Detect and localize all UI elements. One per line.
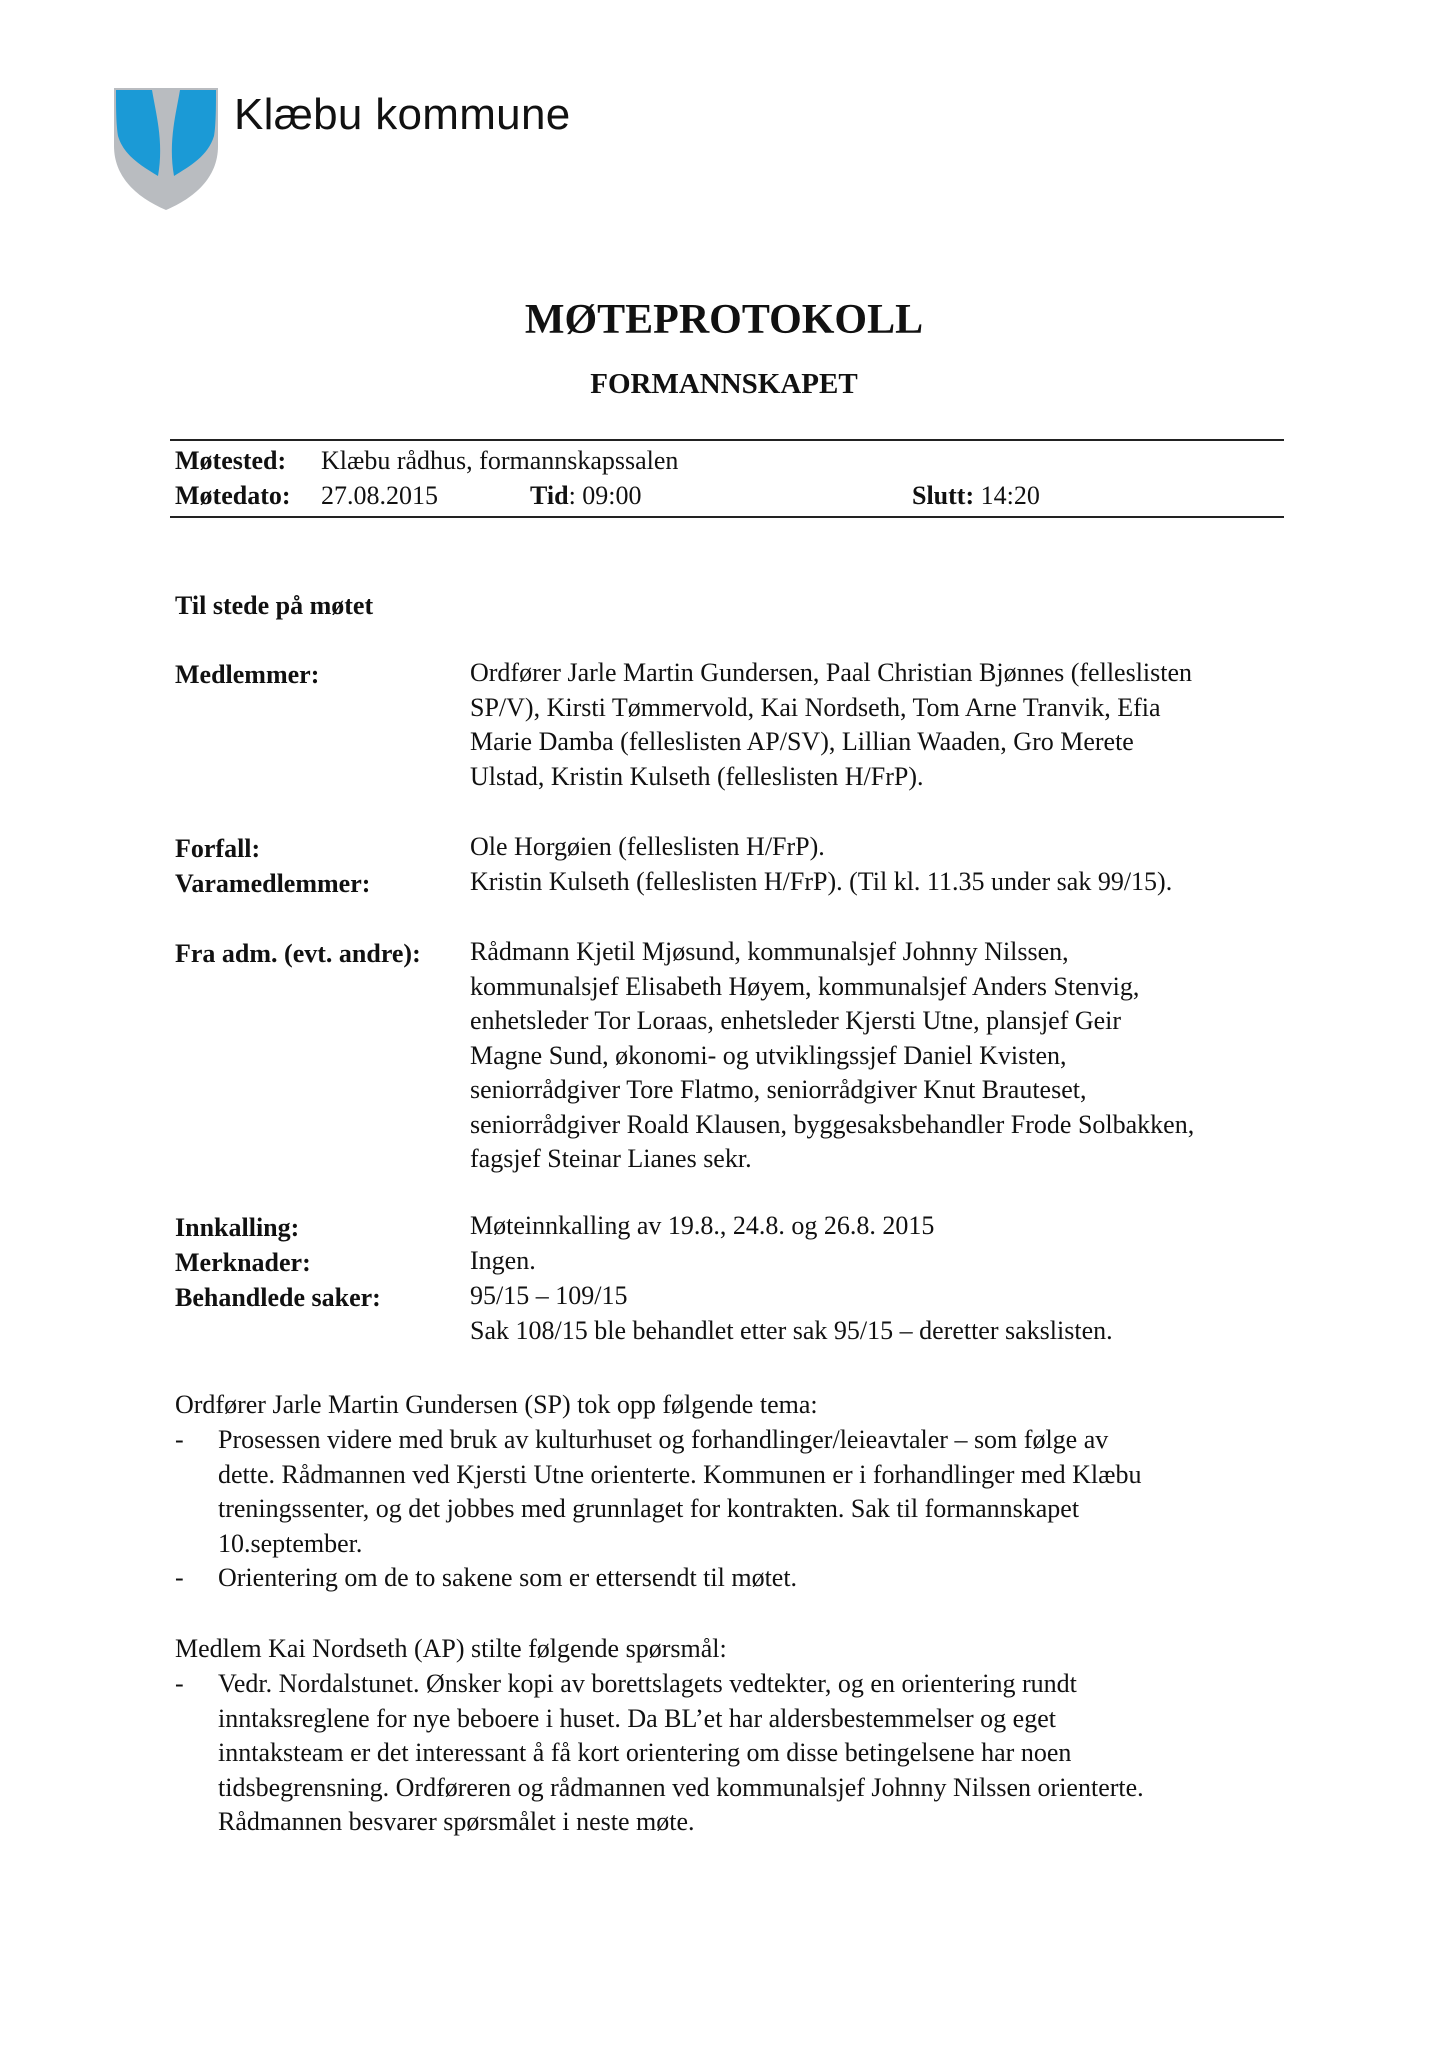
meeting-time-value: : 09:00	[568, 481, 642, 510]
meeting-end-value: 14:20	[980, 481, 1040, 510]
admin-line: Rådmann Kjetil Mjøsund, kommunalsjef Johnny Nilssen,	[470, 937, 1069, 966]
document-subtitle-text: FORMANNSKAPET	[590, 368, 858, 400]
meeting-time	[530, 481, 642, 511]
attendance-heading: Til stede på møtet	[175, 591, 374, 620]
bullet-line: tidsbegrensning. Ordføreren og rådmannen ved kommunalsjef Johnny Nilssen orienterte.	[218, 1772, 1144, 1802]
meeting-place-label: Møtested:	[175, 446, 287, 475]
absent-label: Forfall:	[175, 834, 261, 863]
meeting-place-value: Klæbu rådhus, formannskapssalen	[321, 446, 679, 475]
cases-note: Sak 108/15 ble behandlet etter sak 95/15 – deretter sakslisten.	[470, 1315, 1113, 1345]
section1-intro: Ordfører Jarle Martin Gundersen (SP) tok opp følgende tema:	[175, 1390, 818, 1419]
members-line: SP/V), Kirsti Tømmervold, Kai Nordseth, Tom Arne Tranvik, Efia	[470, 692, 1161, 722]
bullet-line: Prosessen videre med bruk av kulturhuset og forhandlinger/leieavtaler – som følge av	[218, 1425, 1109, 1454]
meeting-date-row	[175, 481, 1275, 511]
bullet-text	[218, 1423, 1141, 1561]
municipal-coat-of-arms	[112, 86, 220, 212]
admin-line: seniorrådgiver Roald Klausen, byggesaksbehandler Frode Solbakken,	[470, 1109, 1195, 1139]
bullet-line: Vedr. Nordalstunet. Ønsker kopi av borettslagets vedtekter, og en orientering rundt	[218, 1669, 1077, 1698]
admin-label: Fra adm. (evt. andre):	[175, 939, 421, 968]
bullet-text	[218, 1561, 797, 1596]
summons-label: Innkalling:	[175, 1213, 300, 1242]
members-label: Medlemmer:	[175, 660, 320, 689]
members-list	[470, 656, 1192, 794]
remarks-value: Ingen.	[470, 1246, 536, 1275]
document-title-text: MØTEPROTOKOLL	[524, 297, 924, 343]
meeting-end-label: Slutt:	[912, 481, 975, 510]
cases-label: Behandlede saker:	[175, 1283, 381, 1312]
members-line: Ordfører Jarle Martin Gundersen, Paal Christian Bjønnes (felleslisten	[470, 658, 1193, 687]
bullet-line: inntaksreglene for nye beboere i huset. Da BL’et har aldersbestemmelser og eget	[218, 1703, 1056, 1733]
admin-line: seniorrådgiver Tore Flatmo, seniorrådgiver Knut Brauteset,	[470, 1075, 1087, 1104]
members-line: Ulstad, Kristin Kulseth (felleslisten H/FrP).	[470, 761, 924, 791]
bullet-line: treningssenter, og det jobbes med grunnlaget for kontrakten. Sak til formannskapet	[218, 1494, 1080, 1523]
bullet-dash: -	[175, 1563, 184, 1592]
meeting-time-label: Tid	[530, 481, 569, 510]
bullet-line: Rådmannen besvarer spørsmålet i neste møte.	[218, 1807, 695, 1836]
document-title	[0, 296, 1448, 344]
bullet-line: inntaksteam er det interessant å få kort orientering om disse betingelsene har noen	[218, 1738, 1072, 1767]
top-divider	[170, 439, 1284, 441]
meeting-end	[912, 481, 1040, 511]
bullet-line: 10.september.	[218, 1528, 363, 1558]
admin-line: fagsjef Steinar Lianes sekr.	[470, 1144, 752, 1173]
bullet-dash: -	[175, 1425, 184, 1454]
cases-list	[470, 1279, 1113, 1348]
organization-name: Klæbu kommune	[234, 90, 571, 139]
meeting-date-value: 27.08.2015	[321, 481, 438, 510]
section2-intro: Medlem Kai Nordseth (AP) stilte følgende spørsmål:	[175, 1634, 727, 1663]
bullet-line: dette. Rådmannen ved Kjersti Utne orienterte. Kommunen er i forhandlinger med Klæbu	[218, 1459, 1142, 1489]
meeting-date-label: Møtedato:	[175, 481, 291, 510]
substitutes-label: Varamedlemmer:	[175, 869, 371, 898]
bullet-text	[218, 1667, 1144, 1840]
substitutes-value: Kristin Kulseth (felleslisten H/FrP). (Til kl. 11.35 under sak 99/15).	[470, 867, 1173, 896]
admin-line: kommunalsjef Elisabeth Høyem, kommunalsjef Anders Stenvig,	[470, 971, 1140, 1001]
bullet-dash: -	[175, 1669, 184, 1698]
absent-value: Ole Horgøien (felleslisten H/FrP).	[470, 832, 825, 861]
cases-range: 95/15 – 109/15	[470, 1281, 628, 1310]
admin-list	[470, 935, 1194, 1177]
admin-line: Magne Sund, økonomi- og utviklingssjef Daniel Kvisten,	[470, 1040, 1067, 1070]
meeting-place-row	[175, 446, 679, 476]
bottom-divider	[170, 516, 1284, 518]
admin-line: enhetsleder Tor Loraas, enhetsleder Kjersti Utne, plansjef Geir	[470, 1006, 1122, 1035]
document-subtitle	[0, 368, 1448, 401]
remarks-label: Merknader:	[175, 1248, 311, 1277]
summons-value: Møteinnkalling av 19.8., 24.8. og 26.8. 2015	[470, 1211, 935, 1240]
members-line: Marie Damba (felleslisten AP/SV), Lillian Waaden, Gro Merete	[470, 727, 1134, 756]
bullet-line: Orientering om de to sakene som er ettersendt til møtet.	[218, 1563, 798, 1592]
